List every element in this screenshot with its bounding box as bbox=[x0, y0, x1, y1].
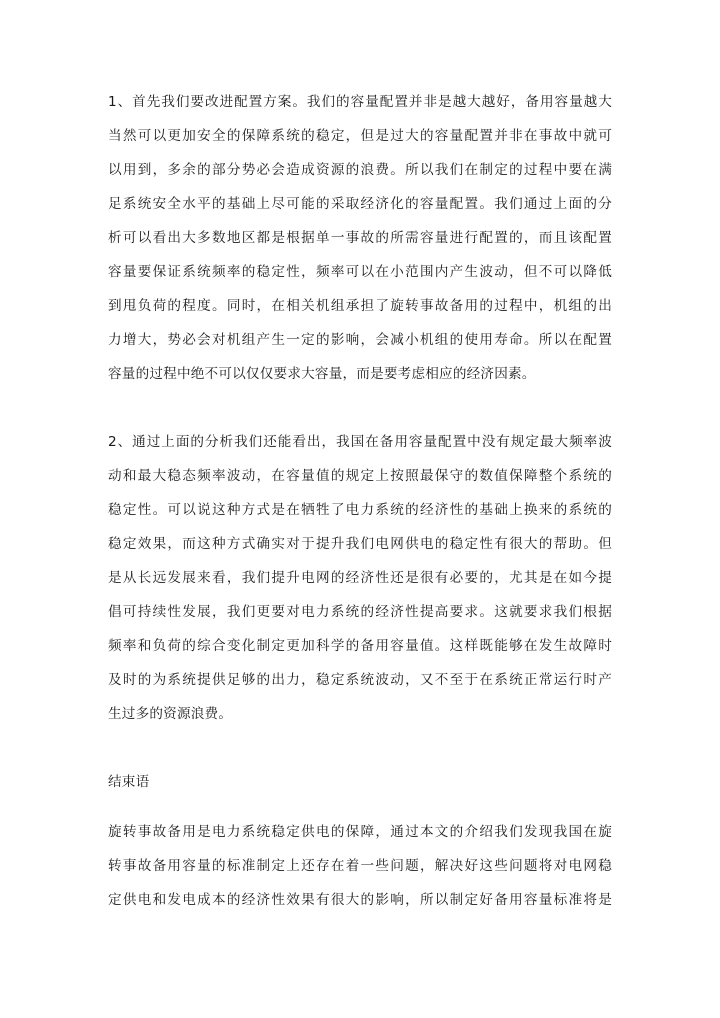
conclusion-heading: 结束语 bbox=[108, 774, 150, 790]
paragraph-line: 生过多的资源浪费。 bbox=[108, 706, 233, 722]
paragraph-line: 稳定性。可以说这种方式是在牺牲了电力系统的经济性的基础上换来的系统的 bbox=[108, 502, 612, 518]
paragraph-line: 频率和负荷的综合变化制定更加科学的备用容量值。这样既能够在发生故障时 bbox=[108, 638, 612, 654]
paragraph-line: 倡可持续性发展，我们更要对电力系统的经济性提高要求。这就要求我们根据 bbox=[108, 604, 612, 620]
paragraph-line: 定供电和发电成本的经济性效果有很大的影响，所以制定好备用容量标准将是 bbox=[108, 892, 612, 908]
paragraph-line: 是从长远发展来看，我们提升电网的经济性还是很有必要的，尤其是在如今提 bbox=[108, 570, 612, 586]
paragraph-line: 当然可以更加安全的保障系统的稳定，但是过大的容量配置并非在事故中就可 bbox=[108, 128, 612, 144]
paragraph-line: 析可以看出大多数地区都是根据单一事故的所需容量进行配置的，而且该配置 bbox=[108, 230, 612, 246]
paragraph-line: 容量要保证系统频率的稳定性，频率可以在小范围内产生波动，但不可以降低 bbox=[108, 264, 612, 280]
paragraph-line: 到甩负荷的程度。同时，在相关机组承担了旋转事故备用的过程中，机组的出 bbox=[108, 298, 612, 314]
paragraph-line: 1、首先我们要改进配置方案。我们的容量配置并非是越大越好，备用容量越大 bbox=[108, 94, 612, 110]
paragraph-line: 足系统安全水平的基础上尽可能的采取经济化的容量配置。我们通过上面的分 bbox=[108, 196, 612, 212]
paragraph-line: 及时的为系统提供足够的出力，稳定系统波动，又不至于在系统正常运行时产 bbox=[108, 672, 612, 688]
paragraph-line: 稳定效果，而这种方式确实对于提升我们电网供电的稳定性有很大的帮助。但 bbox=[108, 536, 612, 552]
paragraph-line: 旋转事故备用是电力系统稳定供电的保障，通过本文的介绍我们发现我国在旋 bbox=[108, 824, 612, 840]
paragraph-line: 力增大，势必会对机组产生一定的影响，会减小机组的使用寿命。所以在配置 bbox=[108, 332, 612, 348]
paragraph-line: 2、通过上面的分析我们还能看出，我国在备用容量配置中没有规定最大频率波 bbox=[108, 434, 612, 450]
paragraph-line: 容量的过程中绝不可以仅仅要求大容量，而是要考虑相应的经济因素。 bbox=[108, 366, 536, 382]
paragraph-line: 动和最大稳态频率波动，在容量值的规定上按照最保守的数值保障整个系统的 bbox=[108, 468, 612, 484]
paragraph-line: 转事故备用容量的标准制定上还存在着一些问题，解决好这些问题将对电网稳 bbox=[108, 858, 612, 874]
paragraph-line: 以用到，多余的部分势必会造成资源的浪费。所以我们在制定的过程中要在满 bbox=[108, 162, 612, 178]
